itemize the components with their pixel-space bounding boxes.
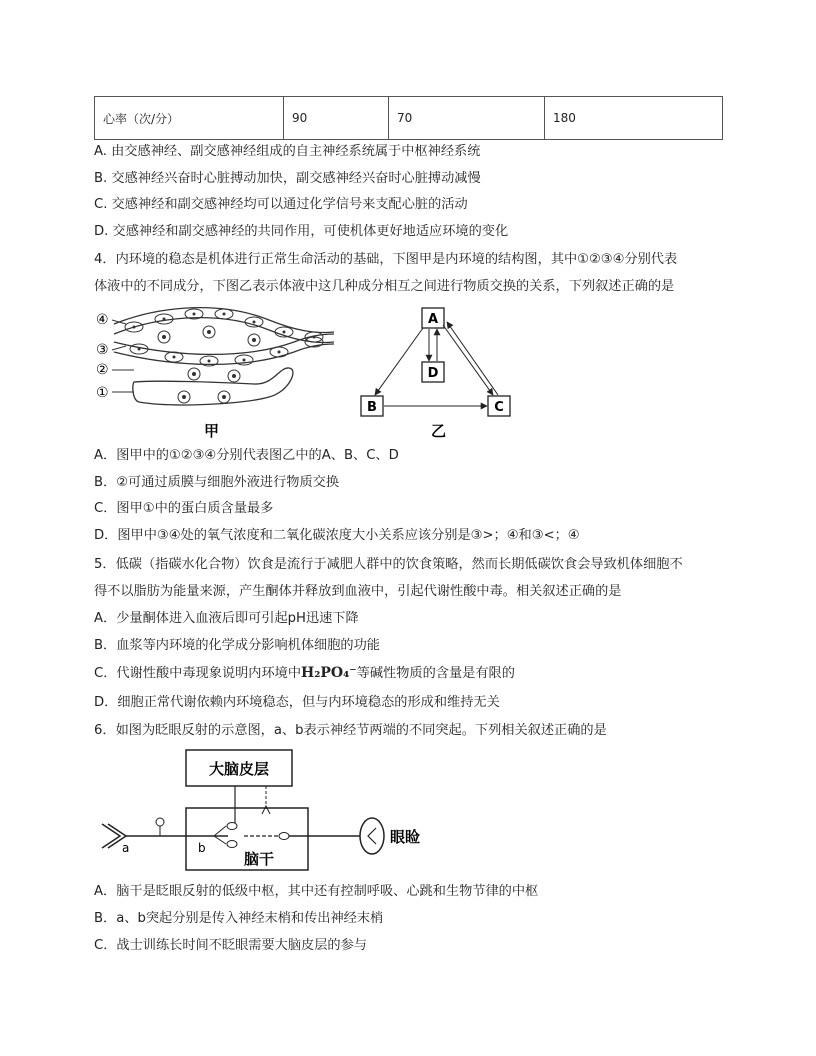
figure-jia	[94, 302, 354, 442]
marker-3: ③	[96, 342, 109, 358]
q5-stem-line1: 5．低碳（指碳水化合物）饮食是流行于减肥人群中的饮食策略，然而长期低碳饮食会导致机体细胞不	[94, 557, 683, 572]
node-b: B	[367, 400, 377, 415]
label-b: b	[198, 841, 206, 855]
figure-yi-caption: 乙	[431, 422, 447, 440]
node-d: D	[427, 366, 439, 381]
table-cell: 70	[389, 97, 545, 140]
node-a: A	[427, 312, 439, 327]
q3-option-a: A. 由交感神经、副交感神经组成的自主神经系统属于中枢神经系统	[94, 144, 481, 159]
brainstem-label: 脑干	[243, 850, 275, 868]
table-cell: 180	[545, 97, 723, 140]
label-a: a	[122, 841, 130, 855]
figure-jia-caption: 甲	[204, 422, 220, 440]
q3-option-b: B. 交感神经兴奋时心脏搏动加快，副交感神经兴奋时心脏搏动减慢	[94, 171, 481, 186]
q3-option-c: C. 交感神经和副交感神经均可以通过化学信号来支配心脏的活动	[94, 197, 468, 212]
blink-reflex-diagram	[94, 746, 434, 876]
marker-1: ①	[96, 385, 109, 401]
q4-option-c: C．图甲①中的蛋白质含量最多	[94, 501, 274, 516]
marker-4: ④	[96, 312, 109, 328]
table-cell-label: 心率（次/分）	[95, 97, 284, 140]
marker-2: ②	[96, 362, 109, 378]
q5-option-d: D．细胞正常代谢依赖内环境稳态，但与内环境稳态的形成和维持无关	[94, 695, 500, 710]
q4-stem-line1: 4．内环境的稳态是机体进行正常生命活动的基础，下图甲是内环境的结构图，其中①②③④分别代表	[94, 252, 678, 267]
q3-option-d: D. 交感神经和副交感神经的共同作用，可使机体更好地适应环境的变化	[94, 224, 509, 239]
figure-yi	[355, 302, 520, 442]
q4-option-a: A．图甲中的①②③④分别代表图乙中的A、B、C、D	[94, 448, 399, 463]
q6-option-c: C．战士训练长时间不眨眼需要大脑皮层的参与	[94, 938, 367, 953]
q6-stem: 6．如图为眨眼反射的示意图，a、b表示神经节两端的不同突起。下列相关叙述正确的是	[94, 723, 607, 738]
q5-option-c-post: 等碱性物质的含量是有限的	[356, 666, 515, 681]
table-cell: 90	[284, 97, 389, 140]
table-row	[95, 97, 723, 140]
q5-option-c-pre: C．代谢性酸中毒现象说明内环境中	[94, 666, 302, 681]
q4-option-d: D．图甲中③④处的氧气浓度和二氧化碳浓度大小关系应该分别是③>；④和③<；④	[94, 528, 580, 543]
q4-stem-line2: 体液中的不同成分，下图乙表示体液中这几种成分相互之间进行物质交换的关系，下列叙述正确的是	[94, 279, 675, 294]
q5-stem-line2: 得不以脂肪为能量来源，产生酮体并释放到血液中，引起代谢性酸中毒。相关叙述正确的是	[94, 584, 622, 599]
q4-option-b: B．②可通过质膜与细胞外液进行物质交换	[94, 475, 340, 490]
q6-option-a: A．脑干是眨眼反射的低级中枢，其中还有控制呼吸、心跳和生物节律的中枢	[94, 884, 539, 899]
heart-rate-table	[94, 96, 723, 140]
cortex-label: 大脑皮层	[208, 760, 270, 778]
q6-option-b: B．a、b突起分别是传入神经末梢和传出神经末梢	[94, 911, 384, 926]
q5-option-b: B．血浆等内环境的化学成分影响机体细胞的功能	[94, 638, 380, 653]
q5-option-a: A．少量酮体进入血液后即可引起pH迅速下降	[94, 611, 359, 626]
node-c: C	[494, 400, 504, 415]
q5-option-c	[94, 664, 515, 683]
q5-formula: H₂PO₄⁻	[301, 665, 357, 681]
eyelid-label: 眼睑	[390, 828, 421, 846]
